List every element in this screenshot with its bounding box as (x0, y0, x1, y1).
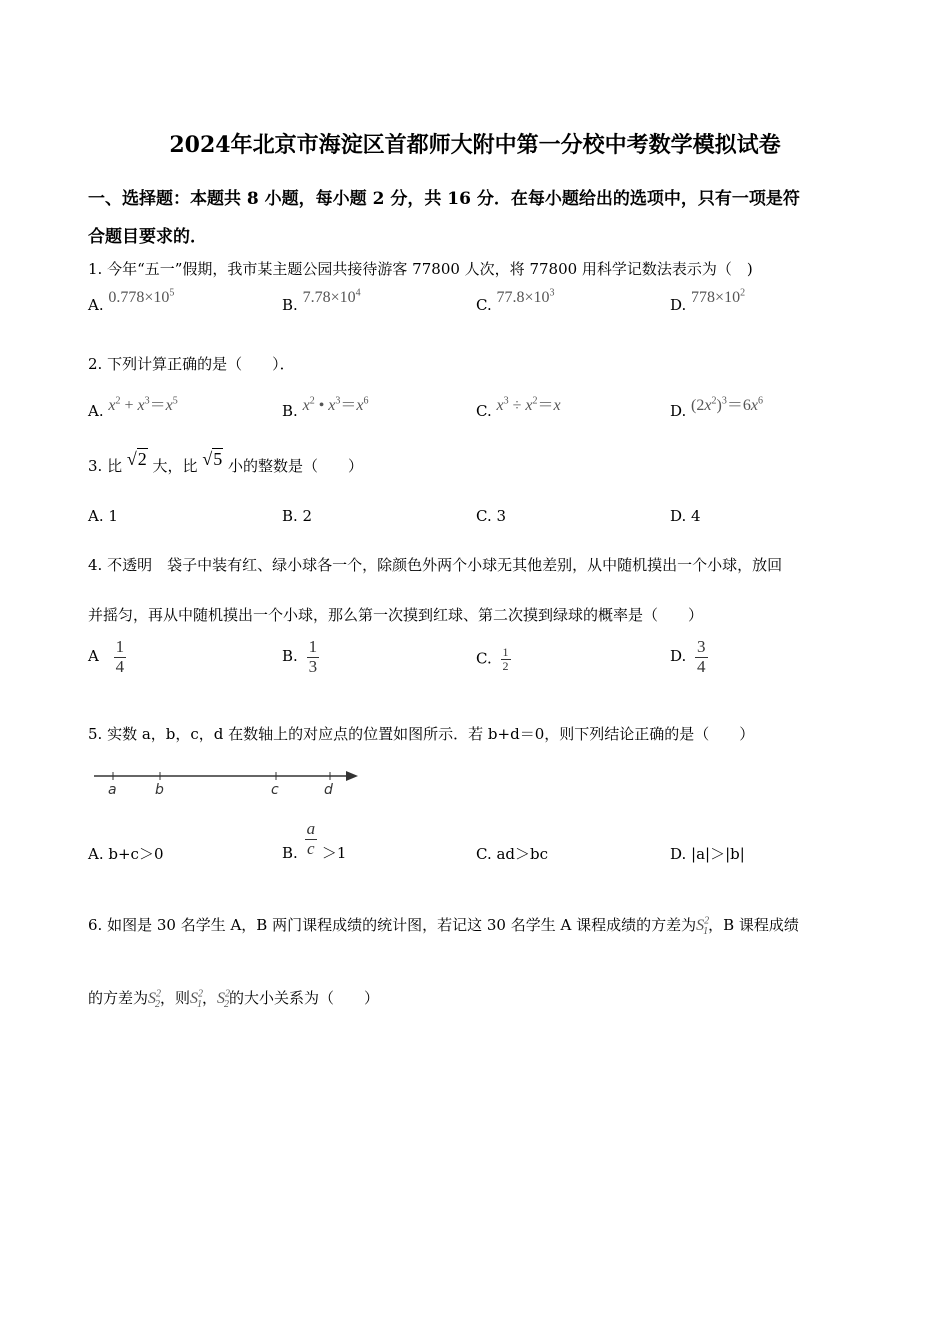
q3-option-d[interactable]: D. 4 (670, 507, 701, 525)
q2-option-b[interactable]: B. $x^2$ • $x^3=x^6$ (282, 395, 369, 420)
number-line-figure (94, 764, 364, 798)
q3-option-b[interactable]: B. 2 (282, 507, 313, 525)
q3-option-c[interactable]: C. 3 (476, 507, 507, 525)
q4-option-a[interactable]: A $\frac{1}{4}$ (88, 637, 125, 676)
question-4-line1: 4. 不透明 袋子中装有红、绿小球各一个，除颜色外两个小球无其他差别，从中随机摸出一个小球，放回 (88, 556, 783, 574)
point-label-b: b (155, 782, 164, 798)
q4-option-b[interactable]: B. $\frac{1}{3}$ (282, 637, 318, 676)
section-heading-line1: 一、选择题：本题共 8 小题，每小题 2 分，共 16 分．在每小题给出的选项中，只有一项是符 (88, 189, 800, 209)
question-3-stem: 3. 比 √2 大，比 √5 小的整数是（ ） (88, 449, 364, 475)
q4-option-d[interactable]: D. $\frac{3}{4}$ (670, 637, 706, 676)
q2-option-c[interactable]: C. $x^3 \div x^2=x$ (476, 395, 561, 420)
q1-option-d[interactable]: D. $778\times 10^2$ (670, 287, 746, 314)
q4-option-c[interactable]: C. $\frac{1}{2}$ (476, 645, 509, 674)
question-4-line2: 并摇匀，再从中随机摸出一个小球，那么第一次摸到红球、第二次摸到绿球的概率是（ ） (88, 606, 704, 624)
q1-option-b[interactable]: B. $7.78\times 10^4$ (282, 287, 361, 314)
q5-option-d[interactable]: D. |a|＞|b| (670, 845, 745, 863)
page-title: 2024年北京市海淀区首都师大附中第一分校中考数学模拟试卷 (169, 132, 781, 158)
point-label-d: d (324, 782, 333, 798)
sqrt-2: √2 (126, 449, 147, 469)
question-6-line2: 的方差为$S^2_2$，则$S^2_1$，$S^2_2$的大小关系为（ ） (88, 988, 380, 1011)
q5-option-b[interactable]: B. $\frac{a}{c}$ ＞1 (282, 819, 347, 862)
q2-option-a[interactable]: A. $x^2 + x^3=x^5$ (88, 395, 178, 420)
q2-option-d[interactable]: D. $(2x^2)^3=6x^6$ (670, 395, 763, 420)
q1-option-c[interactable]: C. $77.8\times 10^3$ (476, 287, 555, 314)
sqrt-5: √5 (202, 449, 223, 469)
question-2-stem: 2. 下列计算正确的是（ ）． (88, 355, 295, 373)
question-1-stem: 1. 今年“五一”假期，我市某主题公园共接待游客 77800 人次，将 77800 用科学记数法表示为（ ) (88, 260, 753, 278)
q5-option-a[interactable]: A. b+c＞0 (88, 845, 164, 863)
number-line-arrow (346, 771, 358, 781)
question-6-line1: 6. 如图是 30 名学生 A，B 两门课程成绩的统计图，若记这 30 名学生 A 课程成绩的方差为$S^2_1$，B 课程成绩 (88, 915, 799, 938)
q5-option-c[interactable]: C. ad＞bc (476, 845, 549, 863)
q3-option-a[interactable]: A. 1 (88, 507, 118, 525)
point-label-a: a (108, 782, 117, 798)
question-5-stem: 5. 实数 a，b，c，d 在数轴上的对应点的位置如图所示．若 b+d＝0，则下列结论正确的是（ ） (88, 725, 755, 743)
q1-option-a[interactable]: A. $0.778\times 10^5$ (88, 287, 175, 314)
section-heading-line2: 合题目要求的． (88, 227, 207, 247)
point-label-c: c (271, 782, 279, 798)
